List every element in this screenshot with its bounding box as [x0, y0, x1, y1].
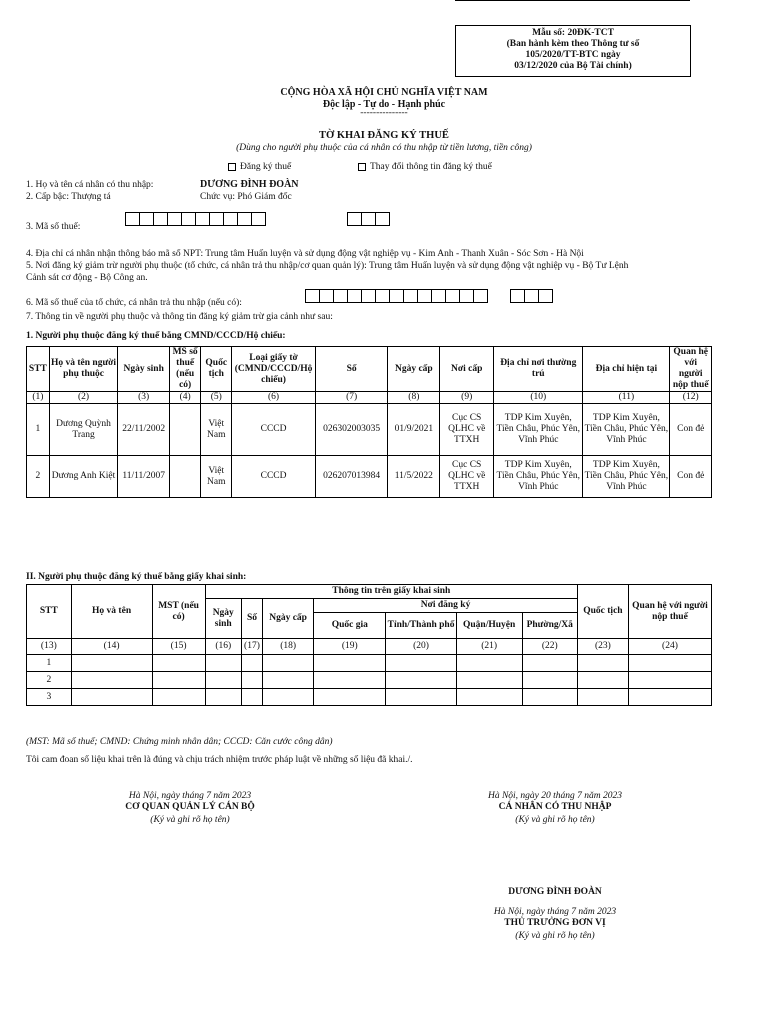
cell-dob[interactable]	[205, 672, 241, 689]
cell-ward[interactable]	[522, 672, 577, 689]
cell-issue-date[interactable]	[263, 672, 314, 689]
cell-permanent-address: TDP Kim Xuyên, Tiền Châu, Phúc Yên, Vĩnh Phúc	[494, 456, 583, 498]
field1-value: DƯƠNG ĐÌNH ĐOÀN	[200, 179, 299, 190]
cell-dob[interactable]	[205, 655, 241, 672]
cell-permanent-address: TDP Kim Xuyên, Tiền Châu, Phúc Yên, Vĩnh Phúc	[494, 404, 583, 456]
cell-mst	[170, 404, 201, 456]
right-signature-note: (Ký và ghi rõ họ tên)	[515, 815, 595, 825]
cell-current-address: TDP Kim Xuyên, Tiền Châu, Phúc Yên, Vĩnh Phúc	[583, 404, 670, 456]
employer-tax-code-boxes[interactable]	[305, 289, 488, 306]
col-doc-type: Loại giấy tờ (CMND/CCCD/Hộ chiếu)	[232, 347, 316, 392]
col-number-label: (13)	[27, 639, 72, 655]
col-relationship: Quan hệ với người nộp thuế	[628, 585, 711, 639]
cell-country[interactable]	[314, 655, 386, 672]
col-issue-place: Nơi cấp	[440, 347, 494, 392]
field2-value: Chức vụ: Phó Giám đốc	[200, 192, 292, 202]
right-signature-title: CÁ NHÂN CÓ THU NHẬP	[498, 802, 612, 812]
cell-mst[interactable]	[152, 672, 205, 689]
abbreviation-note: (MST: Mã số thuế; CMND: Chứng minh nhân dân; CCCD: Căn cước công dân)	[26, 737, 333, 747]
cell-nationality: Việt Nam	[201, 404, 232, 456]
cell-current-address: TDP Kim Xuyên, Tiền Châu, Phúc Yên, Vĩnh Phúc	[583, 456, 670, 498]
cell-stt: 3	[27, 689, 72, 706]
col-number-label: (5)	[201, 392, 232, 404]
col-name: Họ và tên người phụ thuộc	[49, 347, 117, 392]
table-row	[27, 672, 712, 689]
col-number-label: (22)	[522, 639, 577, 655]
employer-tax-suffix-boxes[interactable]	[510, 289, 553, 306]
register-checkbox[interactable]	[228, 163, 236, 171]
col-number-label: (9)	[440, 392, 494, 404]
field4: 4. Địa chỉ cá nhân nhận thông báo mã số NPT: Trung tâm Huấn luyện và sử dụng động vật nghiệp vụ - Kim Anh - Thanh Xuân - Sóc Sơn - Hà Nội	[26, 249, 584, 259]
col-mst: MS số thuế (nếu có)	[170, 347, 201, 392]
country-name: CỘNG HÒA XÃ HỘI CHỦ NGHĨA VIỆT NAM	[280, 87, 488, 98]
col-number-label: (17)	[241, 639, 262, 655]
col-issue-date: Ngày cấp	[263, 599, 314, 639]
col-number-label: (10)	[494, 392, 583, 404]
col-mst: MST (nếu có)	[152, 585, 205, 639]
field3-label: 3. Mã số thuế:	[26, 222, 81, 232]
col-country: Quốc gia	[314, 613, 386, 639]
cell-province[interactable]	[386, 655, 456, 672]
field1-label: 1. Họ và tên cá nhân có thu nhập:	[26, 180, 154, 190]
col-number-label: (2)	[49, 392, 117, 404]
cell-relationship[interactable]	[628, 655, 711, 672]
cell-relationship[interactable]	[628, 689, 711, 706]
unit-signature-date: Hà Nội, ngày tháng 7 năm 2023	[493, 907, 617, 917]
form-code: Mẫu số: 20ĐK-TCT	[532, 28, 614, 38]
cell-dob: 22/11/2002	[118, 404, 170, 456]
table-row	[27, 689, 712, 706]
cell-number[interactable]	[241, 655, 262, 672]
cell-issue-date: 11/5/2022	[388, 456, 440, 498]
top-rule	[455, 0, 690, 2]
cell-doc-type: CCCD	[232, 456, 316, 498]
cell-stt: 2	[27, 456, 50, 498]
cell-issue-date[interactable]	[263, 689, 314, 706]
cell-name: Dương Quỳnh Trang	[49, 404, 117, 456]
form-circular: 105/2020/TT-BTC ngày	[525, 50, 621, 60]
col-number-label: (7)	[315, 392, 388, 404]
cell-province[interactable]	[386, 689, 456, 706]
col-dob: Ngày sinh	[205, 599, 241, 639]
col-number-label: (21)	[456, 639, 522, 655]
form-date: 03/12/2020 của Bộ Tài chính)	[514, 61, 632, 71]
cell-ward[interactable]	[522, 655, 577, 672]
field7: 7. Thông tin về người phụ thuộc và thông tin đăng ký giảm trừ gia cảnh như sau:	[26, 312, 333, 322]
tax-code-boxes[interactable]	[125, 212, 266, 229]
col-number-label: (1)	[27, 392, 50, 404]
motto: Độc lập - Tự do - Hạnh phúc	[322, 99, 446, 110]
col-relationship: Quan hệ với người nộp thuế	[670, 347, 712, 392]
cell-country[interactable]	[314, 689, 386, 706]
field5-line1: 5. Nơi đăng ký giảm trừ người phụ thuộc (tổ chức, cá nhân trả thu nhập/cơ quan quản lý): Trung tâm Huấn luyện và sử dụng động vật nghiệp vụ - Bộ Tư Lệnh	[26, 261, 629, 271]
table2-header-row1	[27, 585, 712, 599]
cell-country[interactable]	[314, 672, 386, 689]
col-province: Tỉnh/Thành phố	[386, 613, 456, 639]
left-signature-note: (Ký và ghi rõ họ tên)	[150, 815, 230, 825]
col-number-label: (14)	[71, 639, 152, 655]
col-registration-place: Nơi đăng ký	[314, 599, 578, 613]
col-nationality: Quốc tịch	[577, 585, 628, 639]
section2-title: II. Người phụ thuộc đăng ký thuế bằng giấy khai sinh:	[26, 572, 247, 582]
form-title: TỜ KHAI ĐĂNG KÝ THUẾ	[319, 130, 449, 141]
col-number-label: (24)	[628, 639, 711, 655]
col-name: Họ và tên	[71, 585, 152, 639]
motto-divider: ---------------	[360, 108, 408, 118]
field5-line2: Cảnh sát cơ động - Bộ Công an.	[26, 273, 148, 283]
cell-relationship: Con đẻ	[670, 404, 712, 456]
unit-signature-title: THỦ TRƯỞNG ĐƠN VỊ	[504, 918, 606, 928]
cell-issue-date[interactable]	[263, 655, 314, 672]
cell-province[interactable]	[386, 672, 456, 689]
cell-relationship[interactable]	[628, 672, 711, 689]
col-number: Số	[241, 599, 262, 639]
cell-nationality: Việt Nam	[201, 456, 232, 498]
change-checkbox[interactable]	[358, 163, 366, 171]
col-number-label: (8)	[388, 392, 440, 404]
col-stt: STT	[27, 347, 50, 392]
col-number-label: (15)	[152, 639, 205, 655]
col-number-label: (20)	[386, 639, 456, 655]
section1-title: 1. Người phụ thuộc đăng ký thuế bằng CMND/CCCD/Hộ chiếu:	[26, 331, 286, 341]
cell-mst[interactable]	[152, 655, 205, 672]
col-stt: STT	[27, 585, 72, 639]
form-issued-line: (Ban hành kèm theo Thông tư số	[506, 39, 640, 49]
commitment: Tôi cam đoan số liệu khai trên là đúng và chịu trách nhiệm trước pháp luật về những số liệu đã khai./.	[26, 755, 413, 765]
table-row	[27, 456, 712, 498]
col-number-label: (18)	[263, 639, 314, 655]
form-subtitle: (Dùng cho người phụ thuộc của cá nhân có thu nhập từ tiền lương, tiền công)	[236, 143, 532, 153]
col-permanent-address: Địa chỉ nơi thường trú	[494, 347, 583, 392]
table2-number-row	[27, 639, 712, 655]
cell-dob[interactable]	[205, 689, 241, 706]
col-nationality: Quốc tịch	[201, 347, 232, 392]
option-register[interactable]	[228, 162, 291, 172]
right-signature-date: Hà Nội, ngày 20 tháng 7 năm 2023	[487, 791, 623, 801]
table1-number-row	[27, 392, 712, 404]
table-row	[27, 655, 712, 672]
col-current-address: Địa chỉ hiện tại	[583, 347, 670, 392]
col-number-label: (19)	[314, 639, 386, 655]
col-birth-cert-info: Thông tin trên giấy khai sinh	[205, 585, 577, 599]
register-label: Đăng ký thuế	[240, 162, 292, 172]
cell-stt: 1	[27, 655, 72, 672]
cell-number[interactable]	[241, 689, 262, 706]
cell-stt: 1	[27, 404, 50, 456]
dependents-id-table	[26, 346, 712, 498]
form-code-box	[455, 25, 691, 77]
dependents-birth-cert-table	[26, 584, 712, 706]
cell-stt: 2	[27, 672, 72, 689]
option-change[interactable]	[358, 162, 492, 172]
field2-label: 2. Cấp bậc: Thượng tá	[26, 192, 111, 202]
field6-label: 6. Mã số thuế của tổ chức, cá nhân trả thu nhập (nếu có):	[26, 298, 242, 308]
cell-name[interactable]	[71, 655, 152, 672]
cell-issue-place: Cục CS QLHC về TTXH	[440, 456, 494, 498]
cell-district[interactable]	[456, 689, 522, 706]
col-number-label: (6)	[232, 392, 316, 404]
col-number-label: (11)	[583, 392, 670, 404]
cell-mst[interactable]	[152, 689, 205, 706]
col-district: Quận/Huyện	[456, 613, 522, 639]
cell-mst	[170, 456, 201, 498]
col-number-label: (4)	[170, 392, 201, 404]
cell-nationality[interactable]	[577, 672, 628, 689]
col-number-label: (23)	[577, 639, 628, 655]
cell-relationship: Con đẻ	[670, 456, 712, 498]
cell-number: 026302003035	[315, 404, 388, 456]
table-row	[27, 404, 712, 456]
cell-dob: 11/11/2007	[118, 456, 170, 498]
cell-name[interactable]	[71, 689, 152, 706]
cell-doc-type: CCCD	[232, 404, 316, 456]
left-signature-date: Hà Nội, ngày tháng 7 năm 2023	[128, 791, 252, 801]
cell-number[interactable]	[241, 672, 262, 689]
cell-ward[interactable]	[522, 689, 577, 706]
col-number-label: (12)	[670, 392, 712, 404]
signer-name: DƯƠNG ĐÌNH ĐOÀN	[508, 887, 602, 897]
col-ward: Phường/Xã	[522, 613, 577, 639]
tax-code-suffix-boxes[interactable]	[347, 212, 390, 229]
col-number-label: (16)	[205, 639, 241, 655]
cell-name: Dương Anh Kiệt	[49, 456, 117, 498]
cell-district[interactable]	[456, 672, 522, 689]
cell-nationality[interactable]	[577, 655, 628, 672]
cell-number: 026207013984	[315, 456, 388, 498]
col-number: Số	[315, 347, 388, 392]
cell-nationality[interactable]	[577, 689, 628, 706]
cell-name[interactable]	[71, 672, 152, 689]
unit-signature-note: (Ký và ghi rõ họ tên)	[515, 931, 595, 941]
cell-issue-date: 01/9/2021	[388, 404, 440, 456]
col-dob: Ngày sinh	[118, 347, 170, 392]
change-label: Thay đổi thông tin đăng ký thuế	[370, 162, 492, 172]
cell-issue-place: Cục CS QLHC về TTXH	[440, 404, 494, 456]
col-issue-date: Ngày cấp	[388, 347, 440, 392]
col-number-label: (3)	[118, 392, 170, 404]
table1-header-row	[27, 347, 712, 392]
cell-district[interactable]	[456, 655, 522, 672]
left-signature-title: CƠ QUAN QUẢN LÝ CÁN BỘ	[125, 802, 255, 812]
